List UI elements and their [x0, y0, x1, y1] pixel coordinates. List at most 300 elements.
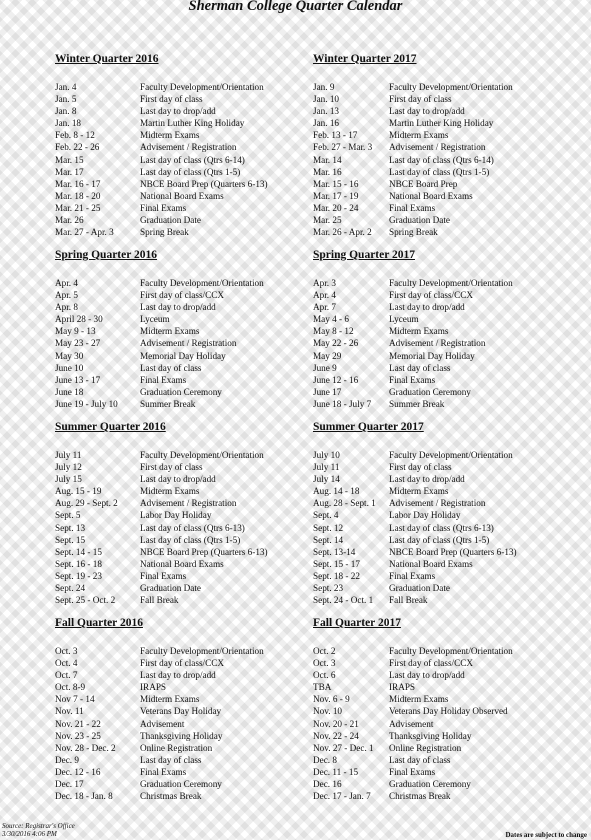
event-description: Summer Break: [140, 398, 196, 409]
event-description: Spring Break: [140, 227, 189, 238]
event-row: [55, 117, 330, 129]
event-list: [55, 645, 330, 802]
event-description: Martin Luther King Holiday: [140, 118, 245, 129]
event-row: [55, 742, 330, 754]
event-description: Last day to drop/add: [140, 302, 216, 313]
event-date: Feb. 8 - 12: [55, 130, 95, 141]
event-description: Last day of class (Qtrs 6-14): [140, 154, 245, 165]
event-row: [55, 154, 330, 166]
event-row: [55, 461, 330, 473]
event-description: Christmas Break: [389, 791, 451, 802]
section-heading: Spring Quarter 2017: [313, 249, 416, 261]
event-date: July 10: [313, 450, 340, 460]
event-row: [313, 337, 588, 349]
section-spring-2017: [313, 247, 588, 410]
event-date: Nov. 6 - 9: [313, 694, 350, 705]
event-row: [55, 669, 330, 681]
event-description: Midterm Exams: [140, 694, 200, 705]
event-row: [313, 226, 588, 238]
event-row: [313, 350, 588, 362]
event-row: [55, 522, 330, 534]
event-date: May 22 - 26: [313, 338, 359, 349]
event-row: [55, 141, 330, 153]
event-description: First day of class: [389, 462, 452, 473]
event-description: Final Exams: [140, 202, 187, 213]
event-description: Advisement / Registration: [140, 498, 237, 509]
event-row: [55, 509, 330, 521]
event-date: Nov. 22 - 24: [313, 730, 359, 741]
event-date: Sept. 15 - 17: [313, 558, 360, 569]
event-date: Apr. 4: [313, 290, 336, 301]
event-description: NBCE Board Prep (Quarters 6-13): [389, 546, 517, 557]
event-row: [55, 129, 330, 141]
event-row: [55, 497, 330, 509]
event-description: Veterans Day Holiday Observed: [389, 706, 508, 717]
event-description: National Board Exams: [140, 190, 224, 201]
event-description: Last day of class (Qtrs 6-13): [389, 522, 494, 533]
event-date: Dec. 9: [55, 754, 79, 765]
event-date: May 23 - 27: [55, 338, 101, 349]
event-date: Dec. 16: [313, 779, 342, 790]
event-row: [55, 325, 330, 337]
event-date: April 28 - 30: [55, 314, 103, 325]
event-row: [55, 313, 330, 325]
event-date: Sept. 14 - 15: [55, 546, 102, 557]
event-row: [55, 81, 330, 93]
event-row: [313, 718, 588, 730]
event-date: July 11: [313, 462, 340, 473]
event-date: Jan. 16: [313, 118, 340, 129]
event-row: [313, 93, 588, 105]
event-date: July 15: [55, 474, 82, 485]
event-description: Christmas Break: [140, 791, 202, 802]
event-date: July 14: [313, 474, 340, 485]
event-list: [313, 81, 588, 238]
event-date: Jan. 4: [55, 82, 77, 92]
event-description: Last day of class: [389, 362, 451, 373]
event-row: [55, 705, 330, 717]
event-row: [55, 473, 330, 485]
event-description: Online Registration: [140, 742, 213, 753]
event-row: [313, 117, 588, 129]
event-row: [313, 362, 588, 374]
event-date: June 17: [313, 386, 342, 397]
event-row: [313, 754, 588, 766]
event-description: Faculty Development/Orientation: [140, 278, 264, 288]
event-list: [313, 645, 588, 802]
event-description: Memorial Day Holiday: [140, 350, 226, 361]
event-row: [313, 166, 588, 178]
event-row: [313, 766, 588, 778]
event-row: [313, 214, 588, 226]
event-description: Faculty Development/Orientation: [389, 646, 513, 656]
page-title: Sherman College Quarter Calendar: [188, 0, 403, 14]
event-date: Mar. 16 - 17: [55, 178, 101, 189]
event-date: TBA: [313, 682, 332, 693]
event-row: [313, 190, 588, 202]
event-date: Oct. 3: [55, 646, 78, 656]
event-description: Final Exams: [389, 374, 436, 385]
event-description: Summer Break: [389, 398, 445, 409]
section-summer-2016: [55, 419, 330, 606]
event-description: Spring Break: [389, 227, 438, 238]
event-description: Graduation Ceremony: [140, 386, 222, 397]
event-date: Sept. 16 - 18: [55, 558, 102, 569]
section-winter-2017: [313, 51, 588, 238]
event-row: [55, 582, 330, 594]
event-row: [55, 718, 330, 730]
event-row: [55, 386, 330, 398]
event-list: [55, 81, 330, 238]
event-row: [55, 166, 330, 178]
event-date: Sept. 19 - 23: [55, 570, 102, 581]
event-row: [55, 289, 330, 301]
event-description: First day of class/CCX: [389, 658, 473, 669]
event-date: June 13 - 17: [55, 374, 101, 385]
event-row: [55, 449, 330, 461]
event-description: Last day of class (Qtrs 1-5): [389, 534, 490, 545]
event-description: Midterm Exams: [140, 486, 200, 497]
event-row: [55, 202, 330, 214]
event-description: Advisement / Registration: [389, 142, 486, 153]
event-date: Mar. 15 - 16: [313, 178, 359, 189]
event-row: [55, 485, 330, 497]
event-description: Labor Day Holiday: [389, 510, 461, 521]
event-description: Midterm Exams: [140, 130, 200, 141]
event-date: Apr. 5: [55, 290, 78, 301]
event-row: [55, 790, 330, 802]
event-description: Last day to drop/add: [389, 670, 465, 681]
event-list: [55, 277, 330, 410]
event-date: Sept. 13: [55, 522, 86, 533]
event-date: Mar. 26 - Apr. 2: [313, 227, 372, 238]
section-heading: Spring Quarter 2016: [55, 249, 158, 261]
event-description: Last day to drop/add: [389, 474, 465, 485]
event-date: Sept. 4: [313, 510, 339, 521]
event-date: July 11: [55, 450, 82, 460]
event-row: [313, 669, 588, 681]
event-description: Last day of class (Qtrs 1-5): [140, 534, 241, 545]
footer-source: Source: Registrar's Office: [2, 822, 75, 830]
event-date: Jan. 13: [313, 106, 340, 117]
event-row: [313, 730, 588, 742]
event-row: [313, 202, 588, 214]
event-date: Apr. 3: [313, 278, 336, 288]
event-date: Sept. 24 - Oct. 1: [313, 595, 374, 606]
event-date: Mar. 26: [55, 215, 84, 226]
event-description: NBCE Board Prep: [389, 178, 458, 189]
event-description: Graduation Ceremony: [140, 779, 222, 790]
event-date: Feb. 22 - 26: [55, 142, 100, 153]
footer-timestamp: 3/30/2016 4:06 PM: [2, 830, 57, 838]
event-row: [55, 657, 330, 669]
event-row: [55, 681, 330, 693]
event-date: Dec. 17 - Jan. 7: [313, 791, 371, 802]
event-row: [55, 337, 330, 349]
event-date: Aug. 28 - Sept. 1: [313, 498, 376, 509]
event-description: Faculty Development/Orientation: [389, 278, 513, 288]
event-date: May 8 - 12: [313, 326, 354, 337]
event-description: Final Exams: [389, 766, 436, 777]
event-description: Lyceum: [389, 314, 419, 325]
event-row: [55, 534, 330, 546]
event-row: [55, 190, 330, 202]
event-row: [313, 398, 588, 410]
event-row: [313, 790, 588, 802]
event-date: May 29: [313, 350, 342, 361]
event-description: Faculty Development/Orientation: [389, 82, 513, 92]
event-description: Advisement / Registration: [140, 142, 237, 153]
event-date: Nov. 20 - 21: [313, 718, 359, 729]
event-date: Mar. 20 - 24: [313, 202, 359, 213]
event-description: Faculty Development/Orientation: [140, 450, 264, 460]
event-description: IRAPS: [389, 682, 416, 693]
event-date: Oct. 3: [313, 658, 336, 669]
section-heading: Fall Quarter 2016: [55, 617, 143, 629]
event-row: [313, 594, 588, 606]
event-description: First day of class/CCX: [140, 658, 224, 669]
event-date: May 4 - 6: [313, 314, 349, 325]
event-row: [313, 105, 588, 117]
event-description: NBCE Board Prep (Quarters 6-13): [140, 178, 268, 189]
event-description: NBCE Board Prep (Quarters 6-13): [140, 546, 268, 557]
footer-note: Dates are subject to change: [505, 831, 587, 839]
event-date: June 12 - 16: [313, 374, 359, 385]
event-description: Last day to drop/add: [140, 670, 216, 681]
section-heading: Summer Quarter 2016: [55, 421, 166, 433]
event-date: Jan. 5: [55, 94, 77, 105]
event-date: May 9 - 13: [55, 326, 96, 337]
event-date: Mar. 17: [55, 166, 84, 177]
event-date: Oct. 4: [55, 658, 78, 669]
event-date: June 10: [55, 362, 84, 373]
event-row: [313, 558, 588, 570]
event-description: Last day of class (Qtrs 1-5): [140, 166, 241, 177]
event-row: [55, 226, 330, 238]
event-row: [55, 277, 330, 289]
event-description: Last day to drop/add: [389, 106, 465, 117]
event-date: Aug. 14 - 18: [313, 486, 360, 497]
event-date: Mar. 21 - 25: [55, 202, 101, 213]
event-description: Last day of class (Qtrs 6-14): [389, 154, 494, 165]
event-row: [313, 657, 588, 669]
event-description: Advisement / Registration: [389, 338, 486, 349]
event-date: Mar. 25: [313, 215, 342, 226]
event-date: June 18: [55, 386, 84, 397]
event-date: May 30: [55, 350, 84, 361]
event-row: [55, 362, 330, 374]
event-description: Fall Break: [389, 595, 428, 606]
event-row: [313, 522, 588, 534]
event-description: Midterm Exams: [140, 326, 200, 337]
event-description: Final Exams: [140, 766, 187, 777]
event-date: Mar. 14: [313, 154, 342, 165]
event-date: Oct. 2: [313, 646, 336, 656]
section-heading: Summer Quarter 2017: [313, 421, 424, 433]
section-heading: Fall Quarter 2017: [313, 617, 401, 629]
event-row: [313, 473, 588, 485]
event-row: [313, 681, 588, 693]
event-date: Sept. 5: [55, 510, 81, 521]
event-row: [55, 730, 330, 742]
section-spring-2016: [55, 247, 330, 410]
event-description: Graduation Ceremony: [389, 386, 471, 397]
event-row: [313, 154, 588, 166]
event-description: National Board Exams: [389, 190, 473, 201]
event-date: Nov. 21 - 22: [55, 718, 101, 729]
event-description: Martin Luther King Holiday: [389, 118, 494, 129]
event-description: Faculty Development/Orientation: [140, 82, 264, 92]
event-date: Dec. 12 - 16: [55, 766, 101, 777]
event-description: Advisement / Registration: [389, 498, 486, 509]
event-date: Oct. 6: [313, 670, 336, 681]
event-row: [313, 570, 588, 582]
event-description: Last day of class: [389, 754, 451, 765]
event-date: Sept. 23: [313, 583, 344, 594]
event-date: Mar. 17 - 19: [313, 190, 359, 201]
event-description: Advisement: [389, 718, 434, 729]
section-fall-2016: [55, 615, 330, 802]
event-row: [313, 141, 588, 153]
event-description: Midterm Exams: [389, 486, 449, 497]
event-date: Sept. 12: [313, 522, 344, 533]
event-row: [55, 766, 330, 778]
section-fall-2017: [313, 615, 588, 802]
event-date: Feb. 27 - Mar. 3: [313, 142, 373, 153]
event-description: Last day to drop/add: [140, 106, 216, 117]
event-date: Nov. 11: [55, 706, 84, 717]
event-row: [313, 485, 588, 497]
event-row: [55, 105, 330, 117]
event-description: Online Registration: [389, 742, 462, 753]
event-date: Nov. 10: [313, 706, 343, 717]
event-date: Mar. 18 - 20: [55, 190, 101, 201]
event-row: [313, 534, 588, 546]
event-row: [313, 449, 588, 461]
event-date: Sept. 25 - Oct. 2: [55, 595, 116, 606]
event-row: [313, 129, 588, 141]
event-date: Feb. 13 - 17: [313, 130, 358, 141]
event-description: Thanksgiving Holiday: [140, 730, 223, 741]
event-row: [313, 509, 588, 521]
event-description: Graduation Date: [140, 215, 201, 226]
event-description: Final Exams: [140, 570, 187, 581]
event-row: [313, 277, 588, 289]
event-description: Lyceum: [140, 314, 170, 325]
event-row: [313, 645, 588, 657]
event-description: Graduation Date: [140, 583, 201, 594]
event-list: [55, 449, 330, 606]
event-date: Jan. 8: [55, 106, 77, 117]
event-description: First day of class: [389, 94, 452, 105]
event-date: Sept. 14: [313, 534, 344, 545]
event-date: Sept. 24: [55, 583, 86, 594]
event-description: National Board Exams: [389, 558, 473, 569]
event-date: Mar. 15: [55, 154, 84, 165]
event-list: [313, 449, 588, 606]
event-description: National Board Exams: [140, 558, 224, 569]
event-date: Dec. 17: [55, 779, 84, 790]
section-heading: Winter Quarter 2016: [55, 53, 159, 65]
section-heading: Winter Quarter 2017: [313, 53, 417, 65]
event-description: Last day of class: [140, 362, 202, 373]
event-description: Faculty Development/Orientation: [389, 450, 513, 460]
event-row: [55, 546, 330, 558]
event-date: Dec. 18 - Jan. 8: [55, 791, 113, 802]
event-description: Midterm Exams: [389, 694, 449, 705]
event-date: Dec. 8: [313, 754, 337, 765]
event-date: Mar. 16: [313, 166, 342, 177]
event-row: [313, 778, 588, 790]
event-row: [313, 178, 588, 190]
event-row: [313, 705, 588, 717]
event-date: Apr. 4: [55, 278, 78, 288]
event-row: [313, 325, 588, 337]
event-row: [313, 497, 588, 509]
event-row: [313, 461, 588, 473]
event-row: [55, 374, 330, 386]
event-date: Mar. 27 - Apr. 3: [55, 227, 114, 238]
event-description: Veterans Day Holiday: [140, 706, 222, 717]
event-description: Labor Day Holiday: [140, 510, 212, 521]
event-row: [313, 582, 588, 594]
event-description: Final Exams: [389, 570, 436, 581]
event-date: Nov. 27 - Dec. 1: [313, 742, 374, 753]
event-date: Sept. 18 - 22: [313, 570, 360, 581]
event-date: Jan. 10: [313, 94, 340, 105]
event-description: Advisement / Registration: [140, 338, 237, 349]
event-description: Last day of class (Qtrs 1-5): [389, 166, 490, 177]
section-winter-2016: [55, 51, 330, 238]
event-row: [55, 693, 330, 705]
event-row: [313, 301, 588, 313]
event-date: Sept. 13-14: [313, 546, 356, 557]
event-row: [313, 81, 588, 93]
event-row: [55, 645, 330, 657]
event-row: [313, 742, 588, 754]
event-date: Oct. 8-9: [55, 682, 86, 693]
event-date: Jan. 18: [55, 118, 82, 129]
event-date: June 18 - July 7: [313, 398, 372, 409]
event-description: Graduation Date: [389, 215, 450, 226]
event-row: [55, 778, 330, 790]
event-date: Nov. 28 - Dec. 2: [55, 742, 116, 753]
event-description: Last day to drop/add: [389, 302, 465, 313]
event-date: Apr. 8: [55, 302, 78, 313]
event-row: [55, 178, 330, 190]
event-date: Jan. 9: [313, 82, 335, 92]
event-description: Midterm Exams: [389, 326, 449, 337]
event-description: Graduation Ceremony: [389, 779, 471, 790]
event-row: [55, 558, 330, 570]
event-date: Nov 7 - 14: [55, 694, 95, 705]
event-row: [55, 398, 330, 410]
event-date: Aug. 15 - 19: [55, 486, 102, 497]
event-date: Dec. 11 - 15: [313, 766, 359, 777]
event-description: Final Exams: [389, 202, 436, 213]
event-description: First day of class/CCX: [389, 290, 473, 301]
event-row: [313, 374, 588, 386]
event-description: First day of class/CCX: [140, 290, 224, 301]
event-row: [313, 546, 588, 558]
event-description: First day of class: [140, 462, 203, 473]
event-date: July 12: [55, 462, 82, 473]
event-description: First day of class: [140, 94, 203, 105]
event-description: Memorial Day Holiday: [389, 350, 475, 361]
event-row: [313, 313, 588, 325]
event-date: Apr. 7: [313, 302, 336, 313]
event-description: Last day of class (Qtrs 6-13): [140, 522, 245, 533]
